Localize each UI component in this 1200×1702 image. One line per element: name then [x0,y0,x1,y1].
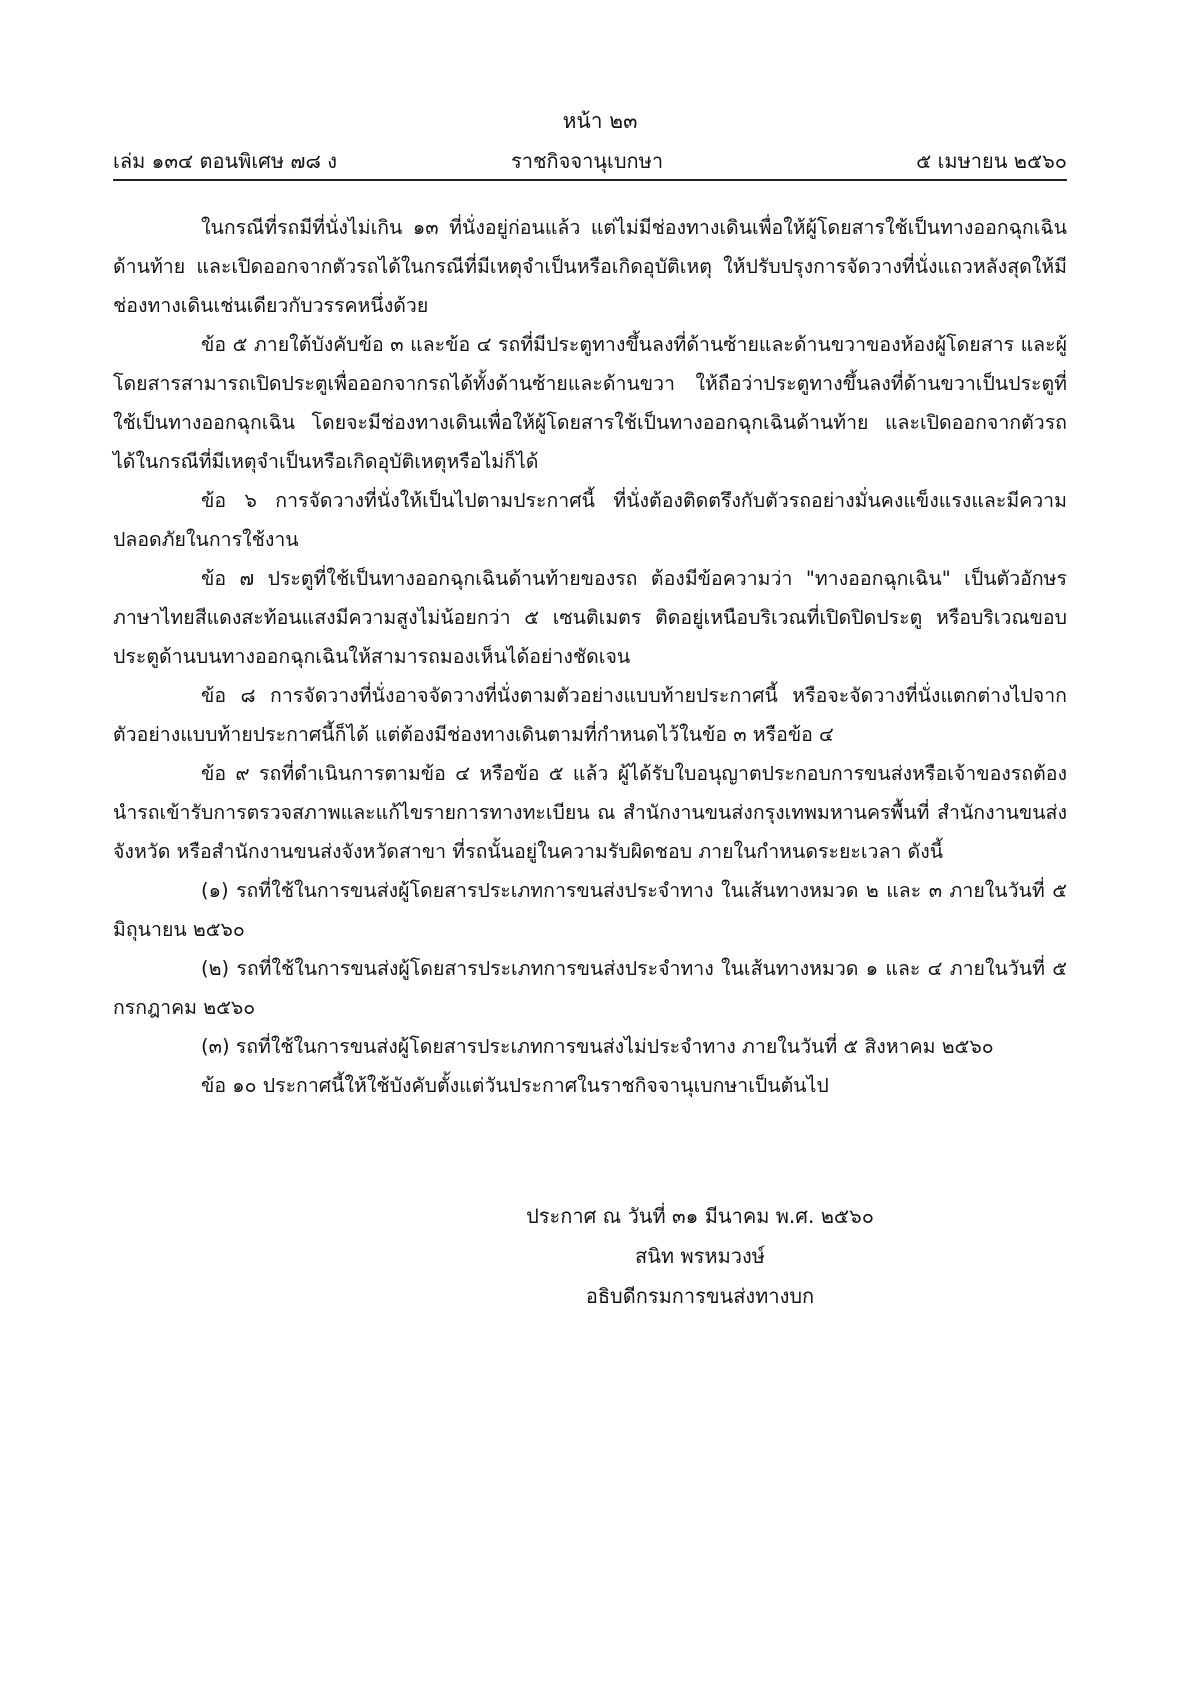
clause-9-item-2: (๒) รถที่ใช้ในการขนส่งผู้โดยสารประเภทการขนส่งประจำทาง ในเส้นทางหมวด ๑ และ ๔ ภายในวันที่ ๕ กรกฎาคม ๒๕๖๐ [113,957,1067,1019]
signatory-position: อธิบดีกรมการขนส่งทางบก [585,1284,815,1308]
clause-9-item-1: (๑) รถที่ใช้ในการขนส่งผู้โดยสารประเภทการขนส่งประจำทาง ในเส้นทางหมวด ๒ และ ๓ ภายในวันที่ ๕ มิถุนายน ๒๕๖๐ [113,879,1067,941]
volume-issue: เล่ม ๑๓๔ ตอนพิเศษ ๗๘ ง [113,149,338,173]
clause-9-item-3: (๓) รถที่ใช้ในการขนส่งผู้โดยสารประเภทการขนส่งไม่ประจำทาง ภายในวันที่ ๕ สิงหาคม ๒๕๖๐ [201,1035,994,1058]
paragraph-continuation: ในกรณีที่รถมีที่นั่งไม่เกิน ๑๓ ที่นั่งอยู่ก่อนแล้ว แต่ไม่มีช่องทางเดินเพื่อให้ผู้โดยสารใช้เป็นทางออกฉุกเฉินด้านท้าย และเปิดออกจากตัวรถได้ในกรณีที่มีเหตุจำเป็นหรือเกิดอุบัติเหตุ ให้ปรับปรุงการจัดวางที่นั่งแถวหลังสุดให้มีช่องทางเดินเช่นเดียวกับวรรคหนึ่งด้วย [113,216,1067,317]
clause-6: ข้อ ๖ การจัดวางที่นั่งให้เป็นไปตามประกาศนี้ ที่นั่งต้องติดตรึงกับตัวรถอย่างมั่นคงแข็งแรงและมีความปลอดภัยในการใช้งาน [113,489,1067,551]
gazette-header [113,145,1067,181]
clause-5: ข้อ ๕ ภายใต้บังคับข้อ ๓ และข้อ ๔ รถที่มีประตูทางขึ้นลงที่ด้านซ้ายและด้านขวาของห้องผู้โดยสาร และผู้โดยสารสามารถเปิดประตูเพื่อออกจากรถได้ทั้งด้านซ้ายและด้านขวา ให้ถือว่าประตูทางขึ้นลงที่ด้านขวาเป็นประตูที่ใช้เป็นทางออกฉุกเฉิน โดยจะมีช่องทางเดินเพื่อให้ผู้โดยสารใช้เป็นทางออกฉุกเฉินด้านท้าย และเปิดออกจากตัวรถได้ในกรณีที่มีเหตุจำเป็นหรือเกิดอุบัติเหตุหรือไม่ก็ได้ [113,333,1067,473]
clause-10: ข้อ ๑๐ ประกาศนี้ให้ใช้บังคับตั้งแต่วันประกาศในราชกิจจานุเบกษาเป็นต้นไป [201,1074,829,1097]
clause-8: ข้อ ๘ การจัดวางที่นั่งอาจจัดวางที่นั่งตามตัวอย่างแบบท้ายประกาศนี้ หรือจะจัดวางที่นั่งแตกต่างไปจากตัวอย่างแบบท้ายประกาศนี้ก็ได้ แต่ต้องมีช่องทางเดินตามที่กำหนดไว้ในข้อ ๓ หรือข้อ ๔ [113,684,1067,746]
gazette-title: ราชกิจจานุเบกษา [511,149,664,173]
signature-block [460,1196,940,1316]
signatory-name: สนิท พรหมวงษ์ [635,1244,765,1268]
announcement-date: ประกาศ ณ วันที่ ๓๑ มีนาคม พ.ศ. ๒๕๖๐ [526,1204,874,1228]
clause-7: ข้อ ๗ ประตูที่ใช้เป็นทางออกฉุกเฉินด้านท้ายของรถ ต้องมีข้อความว่า "ทางออกฉุกเฉิน" เป็นตัวอักษรภาษาไทยสีแดงสะท้อนแสงมีความสูงไม่น้อยกว่า ๕ เซนติเมตร ติดอยู่เหนือบริเวณที่เปิดปิดประตู หรือบริเวณขอบประตูด้านบนทางออกฉุกเฉินให้สามารถมองเห็นได้อย่างชัดเจน [113,567,1067,668]
document-body [113,208,1067,1105]
clause-9: ข้อ ๙ รถที่ดำเนินการตามข้อ ๔ หรือข้อ ๕ แล้ว ผู้ได้รับใบอนุญาตประกอบการขนส่งหรือเจ้าของรถต้องนำรถเข้ารับการตรวจสภาพและแก้ไขรายการทางทะเบียน ณ สำนักงานขนส่งกรุงเทพมหานครพื้นที่ สำนักงานขนส่งจังหวัด หรือสำนักงานขนส่งจังหวัดสาขา ที่รถนั้นอยู่ในความรับผิดชอบ ภายในกำหนดระยะเวลา ดังนี้ [113,762,1067,863]
publication-date: ๕ เมษายน ๒๕๖๐ [916,149,1067,173]
page-number: หน้า ๒๓ [562,109,638,133]
